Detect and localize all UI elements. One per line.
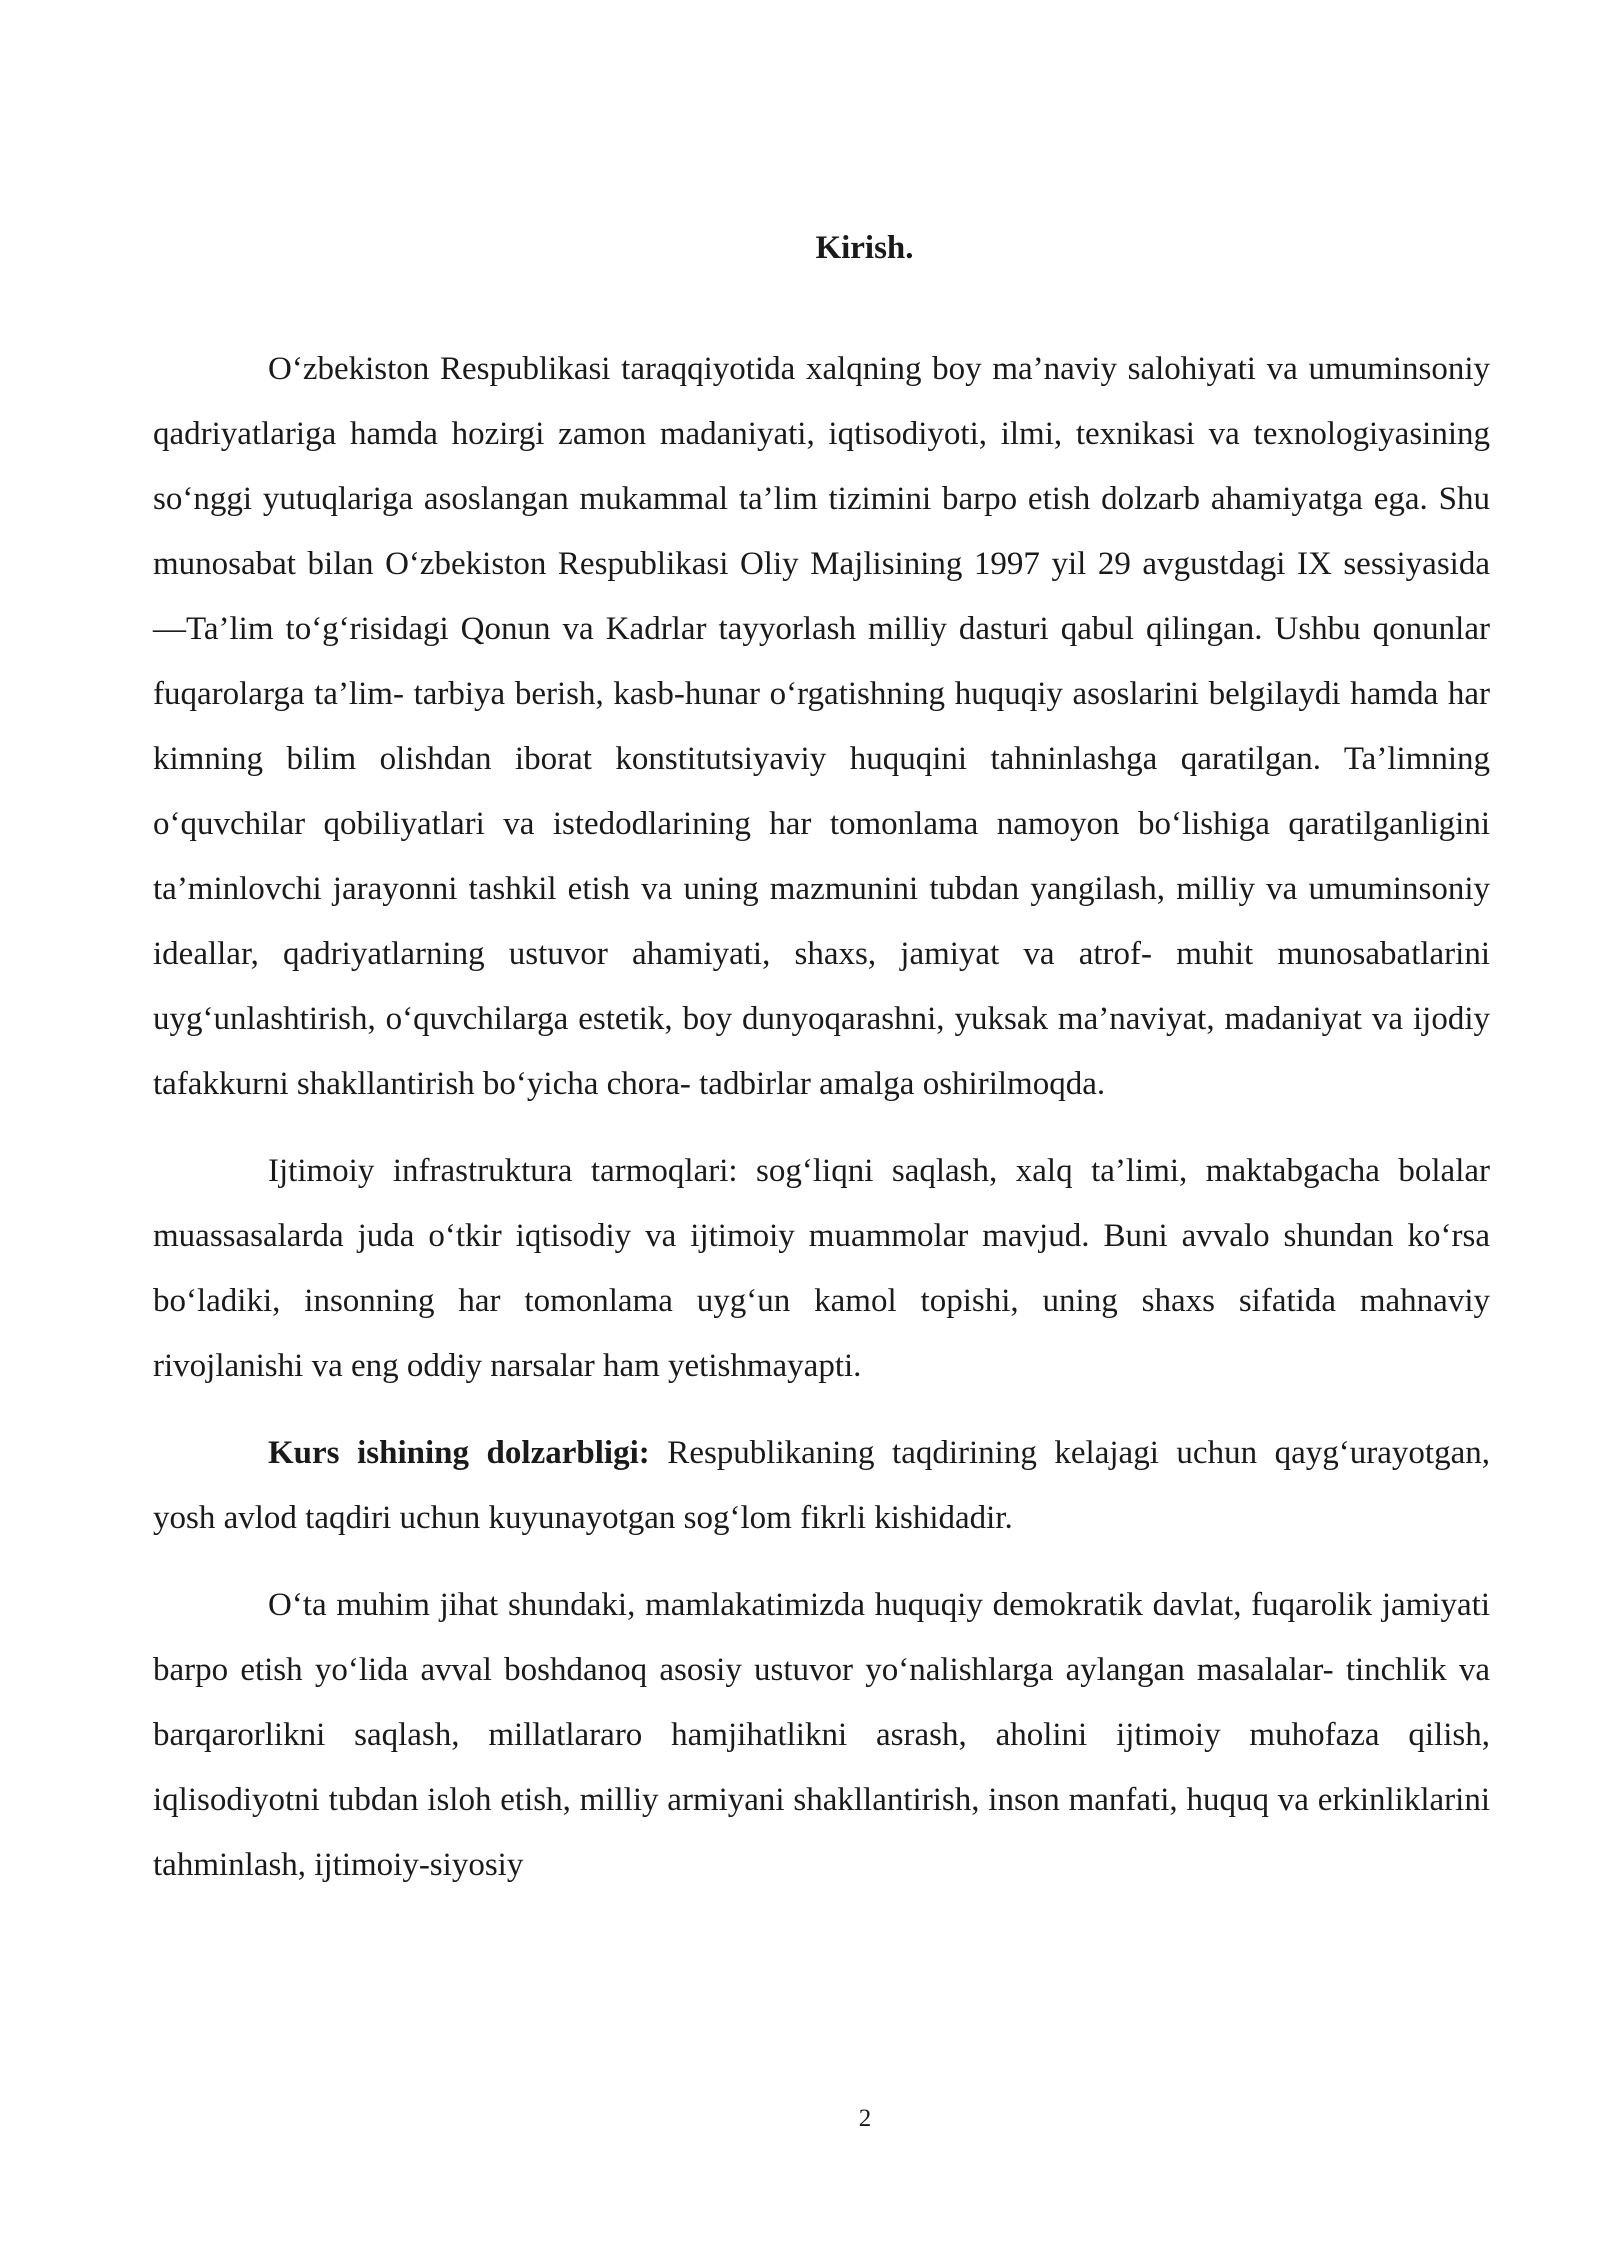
paragraph-relevance — [153, 1421, 1490, 1551]
paragraph-text: Ijtimoiy infrastruktura tarmoqlari: sog‘liqni saqlash, xalq ta’limi, maktabgacha bolalar muassasalarda juda o‘tkir iqtisodiy va ijtimoiy muammolar mavjud. Buni avvalo shundan ko‘rsa bo‘ladiki, insonning har tomonlama uyg‘un kamol topishi, uning shaxs sifatida mahnaviy rivojlanishi va eng oddiy narsalar ham yetishmayapti. — [153, 1153, 1490, 1384]
page-title: Kirish. — [815, 230, 914, 266]
paragraph-importance — [153, 1573, 1490, 1898]
body-text — [153, 337, 1490, 1920]
paragraph-infrastructure — [153, 1139, 1490, 1399]
page-number: 2 — [858, 2105, 872, 2132]
paragraph-lead: Kurs ishining dolzarbligi: — [268, 1435, 650, 1471]
paragraph-intro — [153, 337, 1490, 1117]
paragraph-text: O‘ta muhim jihat shundaki, mamlakatimizda huquqiy demokratik davlat, fuqarolik jamiyati barpo etish yo‘lida avval boshdanoq asosiy ustuvor yo‘nalishlarga aylangan masalalar- tinchlik va barqarorlikni saqlash, millatlararo hamjihatlikni asrash, aholini ijtimoiy muhofaza qilish, iqlisodiyotni tubdan isloh etish, milliy armiyani shakllantirish, inson manfati, huquq va erkinliklarini tahminlash, ijtimoiy-siyosiy — [153, 1587, 1490, 1883]
paragraph-text: O‘zbekiston Respublikasi taraqqiyotida xalqning boy ma’naviy salohiyati va umuminsoniy qadriyatlariga hamda hozirgi zamon madaniyati, iqtisodiyoti, ilmi, texnikasi va texnologiyasining so‘nggi yutuqlariga asoslangan mukammal ta’lim tizimini barpo etish dolzarb ahamiyatga ega. Shu munosabat bilan O‘zbekiston Respublikasi Oliy Majlisining 1997 yil 29 avgustdagi IX sessiyasida ―Ta’lim to‘g‘risidagi Qonun va Kadrlar tayyorlash milliy dasturi qabul qilingan. Ushbu qonunlar fuqarolarga ta’lim- tarbiya berish, kasb-hunar o‘rgatishning huquqiy asoslarini belgilaydi hamda har kimning bilim olishdan iborat konstitutsiyaviy huquqini tahninlashga qaratilgan. Ta’limning o‘quvchilar qobiliyatlari va istedodlarining har tomonlama namoyon bo‘lishiga qaratilganligini ta’minlovchi jarayonni tashkil etish va uning mazmunini tubdan yangilash, milliy va umuminsoniy ideallar, qadriyatlarning ustuvor ahamiyati, shaxs, jamiyat va atrof- muhit munosabatlarini uyg‘unlashtirish, o‘quvchilarga estetik, boy dunyoqarashni, yuksak ma’naviyat, madaniyat va ijodiy tafakkurni shakllantirish bo‘yicha chora- tadbirlar amalga oshirilmoqda. — [153, 351, 1490, 1102]
paragraph-text: Respublikaning taqdirining kelajagi uchun qayg‘urayotgan, yosh avlod taqdiri uchun kuyunayotgan sog‘lom fikrli kishidadir. — [153, 1435, 1490, 1536]
